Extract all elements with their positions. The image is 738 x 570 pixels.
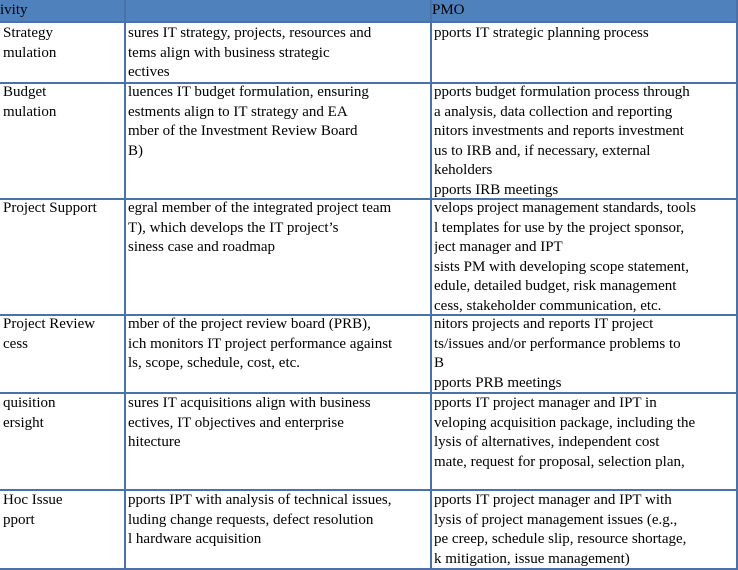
cell-line: Budget (3, 84, 47, 100)
cell-line: pports IT strategic planning process (434, 25, 649, 41)
cell-activity (3, 394, 123, 433)
cell-line: veloping acquisition package, including the (434, 414, 696, 431)
cell-middle (128, 491, 428, 550)
cell-line: ject manager and IPT (434, 239, 563, 255)
cell-line: hitecture (128, 434, 181, 450)
cell-line: mber of the project review board (PRB), (128, 316, 371, 332)
cell-line: cess, stakeholder communication, etc. (434, 297, 662, 314)
cell-line: lysis of alternatives, independent cost (434, 434, 660, 450)
header-pmo: PMO (432, 2, 465, 18)
cell-pmo (434, 315, 734, 393)
cell-line: pports PRB meetings (434, 374, 562, 391)
cell-line: mber of the Investment Review Board (128, 123, 358, 139)
cell-middle (128, 199, 428, 258)
cell-line: velops project management standards, tools (434, 200, 697, 216)
cell-line: l hardware acquisition (128, 531, 262, 547)
cell-line: Project Review (3, 316, 96, 332)
cell-line: B) (128, 142, 143, 159)
cell-line: quisition (3, 395, 56, 411)
cell-line: mulation (3, 44, 57, 61)
cell-line: pports IT project manager and IPT in (434, 395, 657, 411)
cell-line: a analysis, data collection and reporting (434, 103, 673, 120)
cell-line: Project Support (3, 200, 97, 216)
cell-middle (128, 24, 428, 83)
cell-pmo (434, 491, 734, 569)
cell-pmo (434, 24, 734, 44)
cell-line: ts/issues and/or performance problems to (434, 335, 681, 352)
cell-line: sures IT strategy, projects, resources and (128, 25, 372, 41)
cell-pmo (434, 83, 734, 200)
cell-line: ectives (128, 64, 170, 80)
column-divider-2 (430, 0, 432, 570)
cell-activity (3, 199, 123, 219)
cell-line: pports IPT with analysis of technical issues, (128, 492, 392, 508)
cell-line: nitors projects and reports IT project (434, 316, 654, 332)
cell-line: pport (3, 511, 35, 528)
column-divider-1 (124, 0, 126, 570)
cell-line: estments align to IT strategy and EA (128, 103, 348, 120)
cell-line: ich monitors IT project performance against (128, 335, 393, 352)
cell-line: tems align with business strategic (128, 44, 330, 61)
cell-line: k mitigation, issue management) (434, 550, 630, 567)
cell-line: pe creep, schedule slip, resource shortage, (434, 531, 687, 547)
cell-line: l templates for use by the project sponsor, (434, 219, 685, 236)
cell-line: nitors investments and reports investment (434, 123, 684, 139)
cell-line: ersight (3, 414, 44, 431)
row-divider (0, 21, 738, 23)
cell-line: luences IT budget formulation, ensuring (128, 84, 369, 100)
cell-middle (128, 83, 428, 161)
cell-middle (128, 394, 428, 453)
header-activity: ivity (0, 2, 28, 18)
cell-line: T), which develops the IT project’s (128, 219, 339, 236)
cell-pmo (434, 394, 734, 472)
cell-line: luding change requests, defect resolution (128, 511, 374, 528)
cell-activity (3, 24, 123, 63)
cell-activity (3, 491, 123, 530)
cell-pmo (434, 199, 734, 316)
cell-line: pports IT project manager and IPT with (434, 492, 672, 508)
cell-line: mulation (3, 103, 57, 120)
cell-line: sists PM with developing scope statement, (434, 258, 689, 275)
cell-line: pports IRB meetings (434, 181, 559, 198)
cell-line: siness case and roadmap (128, 239, 276, 255)
cell-line: egral member of the integrated project team (128, 200, 392, 216)
cell-line: pports budget formulation process through (434, 84, 690, 100)
cell-line: lysis of project management issues (e.g., (434, 511, 678, 528)
cell-line: mate, request for proposal, selection plan, (434, 453, 685, 470)
cell-line: Hoc Issue (3, 492, 63, 508)
cell-line: ectives, IT objectives and enterprise (128, 414, 344, 431)
cell-activity (3, 83, 123, 122)
cell-line: edule, detailed budget, risk management (434, 278, 677, 294)
cell-line: keholders (434, 162, 493, 178)
cell-line: ls, scope, schedule, cost, etc. (128, 355, 301, 371)
header-middle (127, 0, 427, 21)
cell-middle (128, 315, 428, 374)
cell-activity (3, 315, 123, 354)
cell-line: cess (3, 335, 28, 352)
cell-line: us to IRB and, if necessary, external (434, 142, 651, 159)
cell-line: sures IT acquisitions align with business (128, 395, 371, 411)
cell-line: B (434, 355, 445, 371)
cell-line: Strategy (3, 25, 53, 41)
